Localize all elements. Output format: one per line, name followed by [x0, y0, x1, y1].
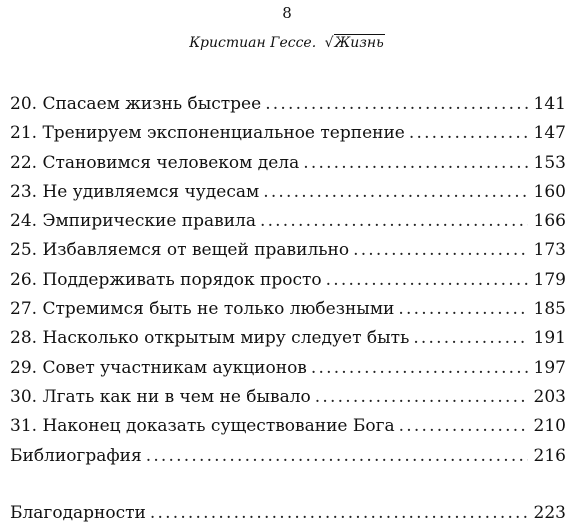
toc-dot-leader [315, 383, 528, 412]
toc-entry-title: 29. Совет участникам аукционов [10, 357, 307, 378]
toc-dot-leader [311, 354, 528, 383]
toc-entry-20 [10, 90, 566, 119]
toc-dot-leader [150, 499, 528, 528]
toc-entry-24 [10, 207, 566, 236]
toc-entry-page: 179 [533, 269, 566, 290]
toc-entry-page: 216 [533, 445, 566, 466]
toc-entry-page: 223 [533, 502, 566, 523]
toc-dot-leader [409, 119, 528, 148]
toc-entry-title: 28. Насколько открытым миру следует быть [10, 328, 410, 349]
toc-dot-leader [260, 207, 528, 236]
toc-entry-title: 24. Эмпирические правила [10, 211, 256, 232]
toc-dot-leader [398, 295, 527, 324]
toc-entry-23 [10, 178, 566, 207]
toc-entry-22 [10, 149, 566, 178]
toc-entry-title: 31. Наконец доказать существование Бога [10, 416, 395, 437]
toc-entry-21 [10, 119, 566, 148]
toc-entry-page: 210 [533, 416, 566, 437]
toc-entry-title: 27. Стремимся быть не только любезными [10, 299, 395, 320]
toc-entry-page: 185 [533, 299, 566, 320]
toc-entry-page: 153 [533, 152, 566, 173]
toc-entry-27 [10, 295, 566, 324]
toc-dot-leader [326, 266, 528, 295]
toc-entry-25 [10, 236, 566, 265]
toc-entry-title: 22. Становимся человеком дела [10, 152, 300, 173]
toc-dot-leader [265, 90, 527, 119]
page-number: 8 [282, 4, 292, 22]
toc-entry-29 [10, 354, 566, 383]
toc-entry-page: 173 [533, 240, 566, 261]
toc-entry-page: 203 [533, 386, 566, 407]
toc-entry-title: Библиография [10, 445, 142, 466]
toc-entry-page: 191 [533, 328, 566, 349]
toc-entry-title: 30. Лгать как ни в чем не бывало [10, 386, 311, 407]
toc-dot-leader [399, 412, 528, 441]
toc-entry-page: 160 [533, 181, 566, 202]
header-title-text: Жизнь [334, 35, 384, 51]
toc-entry-page: 166 [533, 211, 566, 232]
header-book-title [325, 34, 385, 52]
toc-entry-30 [10, 383, 566, 412]
toc-dot-leader [146, 442, 528, 471]
toc-entry-26 [10, 266, 566, 295]
toc-entry-page: 147 [533, 123, 566, 144]
toc-entry-title: 25. Избавляемся от вещей правильно [10, 240, 350, 261]
toc-entry-31 [10, 412, 566, 441]
toc-entry-title: Благодарности [10, 502, 146, 523]
header-author: Кристиан Гессе. [189, 35, 317, 51]
toc-entry-title: 23. Не удивляемся чудесам [10, 181, 260, 202]
toc-dot-leader [413, 324, 527, 353]
sqrt-symbol: √ [324, 35, 334, 51]
toc-entry-bibliography [10, 442, 566, 471]
table-of-contents [10, 90, 566, 528]
toc-dot-leader [263, 178, 527, 207]
toc-entry-title: 20. Спасаем жизнь быстрее [10, 94, 262, 114]
toc-entry-title: 21. Тренируем экспоненциальное терпение [10, 123, 405, 144]
toc-entry-28 [10, 324, 566, 353]
toc-dot-leader [353, 236, 527, 265]
toc-entry-page: 197 [533, 357, 566, 378]
toc-entry-acknowledgements [10, 499, 566, 528]
toc-entry-title: 26. Поддерживать порядок просто [10, 269, 322, 290]
running-header [0, 34, 574, 52]
toc-dot-leader [303, 149, 527, 178]
toc-entry-page: 141 [533, 94, 566, 114]
